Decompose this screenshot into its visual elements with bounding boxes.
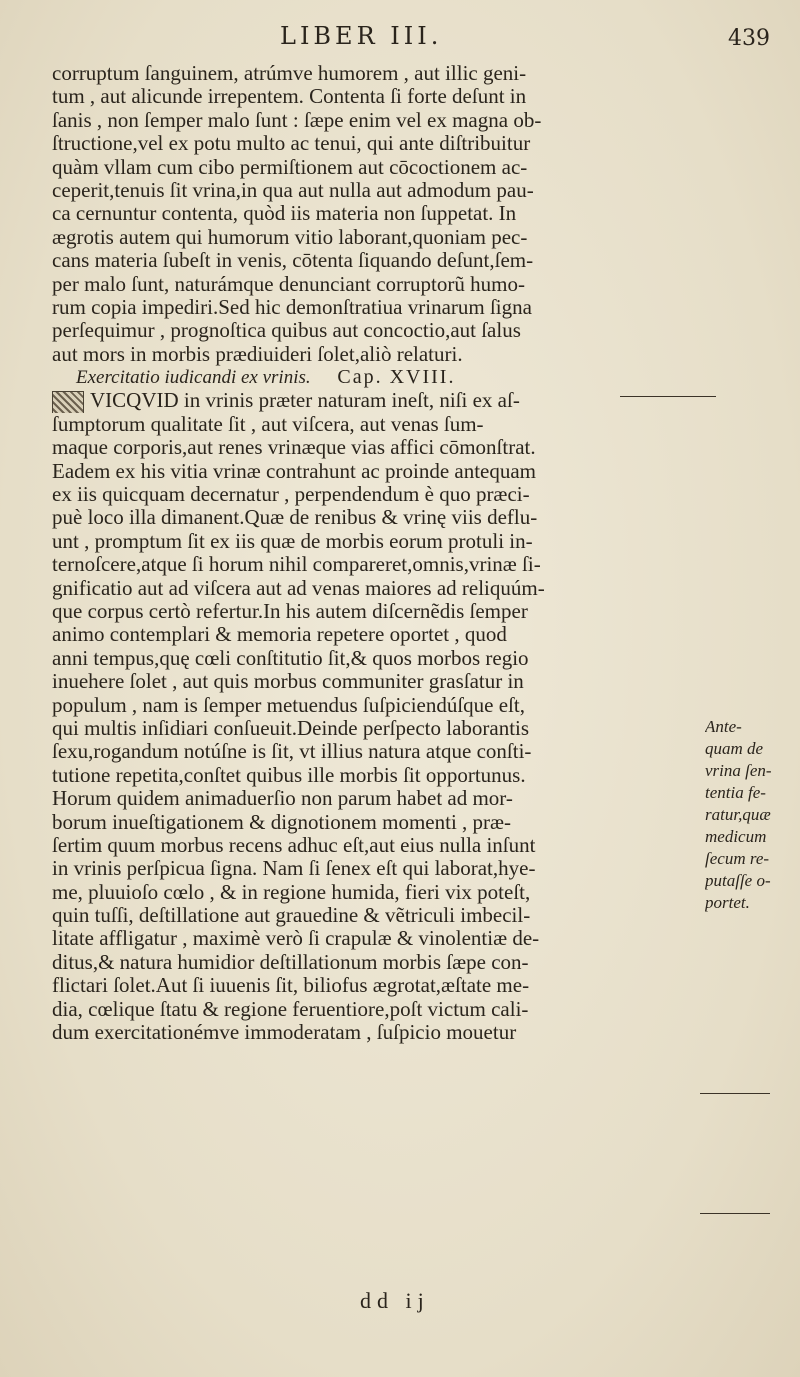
line-text: Horum quidem animaduerſio non parum habet ad mor- (52, 787, 513, 811)
line-text: quin tuſſi, deſtillatione aut grauedine & vẽtriculi imbecil- (52, 904, 531, 928)
line-text: ſexu,rogandum notúſne is ſit, vt illius natura atque conſti- (52, 740, 532, 764)
line-text: ca cernuntur contenta, quòd iis materia non ſuppetat. In (52, 202, 517, 226)
text-line (52, 764, 692, 787)
margin-rule (700, 1213, 770, 1214)
line-text: animo contemplari & memoria repetere oportet , quod (52, 623, 507, 647)
text-line (52, 600, 692, 623)
line-text: borum inueſtigationem & dignotionem momenti , præ- (52, 810, 512, 834)
line-text: gnificatio aut ad viſcera aut ad venas maiores ad reliquúm- (52, 576, 545, 600)
text-line (52, 202, 692, 225)
margin-note (705, 716, 797, 914)
text-line (52, 694, 692, 717)
text-line (52, 343, 692, 366)
line-text: corruptum ſanguinem, atrúmve humorem , aut illic geni- (52, 62, 527, 85)
ornamental-initial-icon (52, 391, 84, 412)
text-line (52, 436, 692, 459)
line-text: qui multis inſidiari conſueuit.Deinde perſpecto laborantis (52, 716, 530, 740)
line-text: unt , promptum ſit ex iis quæ de morbis eorum protuli in- (52, 529, 533, 553)
text-line (52, 530, 692, 553)
text-line (52, 927, 692, 950)
running-title: LIBER III. (280, 22, 443, 50)
text-line (52, 787, 692, 810)
text-line (52, 647, 692, 670)
margin-rule (700, 1093, 770, 1094)
margin-note-line: Ante- (705, 717, 742, 736)
line-text: ægrotis autem qui humorum vitio laborant,quoniam pec- (52, 225, 528, 249)
margin-note-line: quam de (705, 739, 764, 758)
line-text: inuehere ſolet , aut quis morbus communiter grasſatur in (52, 670, 524, 694)
text-line (52, 553, 692, 576)
text-line (52, 179, 692, 202)
line-text: flictari ſolet.Aut ſi iuuenis ſit, biliofus ægrotat,æſtate me- (52, 974, 530, 998)
margin-note-line: putaſſe o- (705, 871, 771, 890)
margin-note-line: medicum (705, 827, 767, 846)
line-text: tutione repetita,conſtet quibus ille morbis ſit opportunus. (52, 763, 526, 787)
line-text: me, pluuioſo cœlo , & in regione humida, fieri vix poteſt, (52, 880, 531, 904)
text-line (52, 577, 692, 600)
margin-note-line: ratur,quæ (705, 805, 771, 824)
margin-note-line: tentia fe- (705, 783, 766, 802)
line-text: ſertim quum morbus recens adhuc eſt,aut eius nulla inſunt (52, 833, 536, 857)
line-text: VICQVID in vrinis præter naturam ineſt, niſi ex aſ- (90, 389, 520, 413)
line-text: ſtructione,vel ex potu multo ac tenui, qui ante diſtribuitur (52, 132, 531, 156)
text-line (52, 109, 692, 132)
text-line (52, 740, 692, 763)
text-line (52, 62, 692, 85)
page-number: 439 (728, 26, 770, 51)
page-header (0, 18, 800, 58)
text-line (52, 460, 692, 483)
line-text: ex iis quicquam decernatur , perpendendum è quo præci- (52, 483, 530, 507)
margin-note-line: vrina ſen- (705, 761, 772, 780)
chapter-title: Exercitatio iudicandi ex vrinis. (76, 367, 311, 389)
line-text: ceperit,tenuis ſit vrina,in qua aut nulla aut admodum pau- (52, 178, 534, 202)
text-line (52, 132, 692, 155)
line-text: perſequimur , prognoſtica quibus aut concoctio,aut ſalus (52, 319, 521, 343)
line-text: ſanis , non ſemper malo ſunt : ſæpe enim vel ex magna ob- (52, 108, 542, 132)
text-line (52, 226, 692, 249)
text-line (52, 85, 692, 108)
text-line (52, 506, 692, 529)
text-line (52, 483, 692, 506)
line-text: dia, cœlique ſtatu & regione feruentiore,poſt victum cali- (52, 997, 529, 1021)
text-line (52, 951, 692, 974)
text-line (52, 857, 692, 880)
line-text: ditus,& natura humidior deſtillationum morbis ſæpe con- (52, 950, 529, 974)
line-text: populum , nam is ſemper metuendus ſuſpiciendúſque eſt, (52, 693, 525, 717)
text-line (52, 998, 692, 1021)
chapter-heading (52, 366, 692, 389)
line-text: Eadem ex his vitia vrinæ contrahunt ac proinde antequam (52, 459, 537, 483)
text-line (52, 389, 692, 412)
margin-note-line: ſecum re- (705, 849, 770, 868)
signature-mark: dd ij (360, 1288, 430, 1313)
line-text: in vrinis perſpicua ſigna. Nam ſi ſenex eſt qui laborat,hye- (52, 857, 536, 881)
line-text: aut mors in morbis prædiuideri ſolet,aliò relaturi. (52, 342, 463, 366)
line-text: anni tempus,quę cœli conſtitutio ſit,& quos morbos regio (52, 646, 529, 670)
line-text: quàm vllam cum cibo permiſtionem aut cōcoctionem ac- (52, 155, 528, 179)
line-text: rum copia impediri.Sed hic demonſtratiua vrinarum ſigna (52, 295, 532, 319)
line-text: puè loco illa dimanent.Quæ de renibus & vrinę viis deflu- (52, 506, 538, 530)
line-text: que corpus certò refertur.In his autem diſcernẽdis ſemper (52, 599, 528, 623)
line-text: dum exercitationémve immoderatam , ſuſpicio mouetur (52, 1021, 517, 1045)
text-line (52, 974, 692, 997)
text-line (52, 670, 692, 693)
text-line (52, 623, 692, 646)
margin-rule (620, 396, 716, 397)
main-text (52, 62, 692, 1044)
text-line (52, 156, 692, 179)
text-line (52, 1021, 692, 1044)
paragraph-continued (52, 62, 692, 366)
text-line (52, 273, 692, 296)
text-line (52, 249, 692, 272)
text-line (52, 717, 692, 740)
chapter-body (52, 389, 692, 1044)
text-line (52, 296, 692, 319)
margin-note-line: portet. (705, 893, 750, 912)
text-line (52, 319, 692, 342)
line-text: maque corporis,aut renes vrinæque vias affici cōmonſtrat. (52, 436, 536, 460)
chapter-number: Cap. XVIII. (337, 366, 456, 389)
line-text: litate affligatur , maximè verò ſi crapulæ & vinolentiæ de- (52, 927, 540, 951)
line-text: ternoſcere,atque ſi horum nihil compareret,omnis,vrinæ ſi- (52, 553, 541, 577)
line-text: tum , aut alicunde irrepentem. Contenta ſi forte deſunt in (52, 85, 527, 109)
line-text: ſumptorum qualitate ſit , aut viſcera, aut venas ſum- (52, 412, 484, 436)
text-line (52, 881, 692, 904)
line-text: cans materia ſubeſt in venis, cōtenta ſiquando deſunt,ſem- (52, 249, 534, 273)
text-line (52, 904, 692, 927)
text-line (52, 811, 692, 834)
text-line (52, 834, 692, 857)
line-text: per malo ſunt, naturámque denunciant corruptorũ humo- (52, 272, 525, 296)
text-line (52, 413, 692, 436)
